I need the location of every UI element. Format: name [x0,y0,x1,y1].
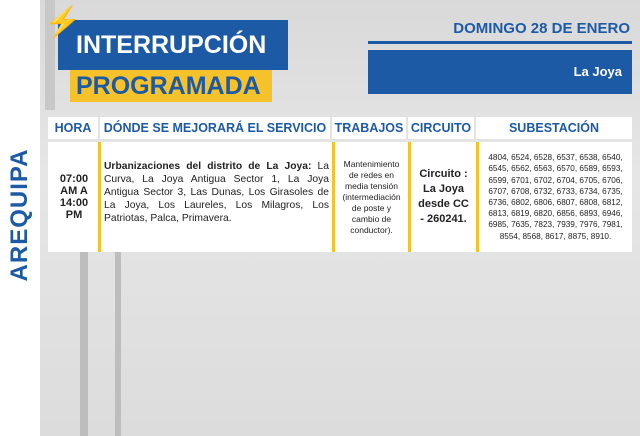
header-subestacion: SUBESTACIÓN [476,117,632,139]
header-trabajos: TRABAJOS [332,117,406,139]
cell-circuito: Circuito : La Joya desde CC - 260241. [408,142,476,252]
place-label: La Joya [368,50,632,94]
header-donde: DÓNDE SE MEJORARÁ EL SERVICIO [100,117,330,139]
pole-graphic [115,240,121,436]
cell-hora: 07:00 AM A 14:00 PM [48,142,100,252]
header-circuito: CIRCUITO [408,117,474,139]
donde-text: La Curva, La Joya Antigua Sector 1, La Joya Antigua Sector 3, Las Dunas, Los Girasoles de La Joya, Los Laureles, Los Milagros, Los Patriotas, Palca, Primavera. [104,161,329,224]
cell-subestacion: 4804, 6524, 6528, 6537, 6538, 6540, 6545, 6562, 6563, 6570, 6589, 6593, 6599, 6701, 6702, 6704, 6705, 6706, 6707, 6708, 6732, 6733, 6734, 6735, 6736, 6802, 6806, 6807, 6808, 6812, 6813, 6819, 6820, 6856, 6893, 6946, 6985, 7635, 7823, 7939, 7976, 7981, 8554, 8568, 8617, 8875, 8910. [476,142,632,252]
title-line1: INTERRUPCIÓN [58,20,288,70]
title-line2: PROGRAMADA [70,70,272,102]
header-hora: HORA [48,117,98,139]
cell-donde [98,142,332,252]
cell-trabajos: Mantenimiento de redes en media tensión (intermediación de poste y cambio de conductor). [332,142,408,252]
region-label: AREQUIPA [6,148,33,282]
date-label: DOMINGO 28 DE ENERO [453,20,630,37]
donde-bold: Urbanizaciones del distrito de La Joya: [104,161,312,172]
divider [368,41,632,44]
pole-graphic [80,250,88,436]
lightning-icon: ⚡ [44,6,82,39]
